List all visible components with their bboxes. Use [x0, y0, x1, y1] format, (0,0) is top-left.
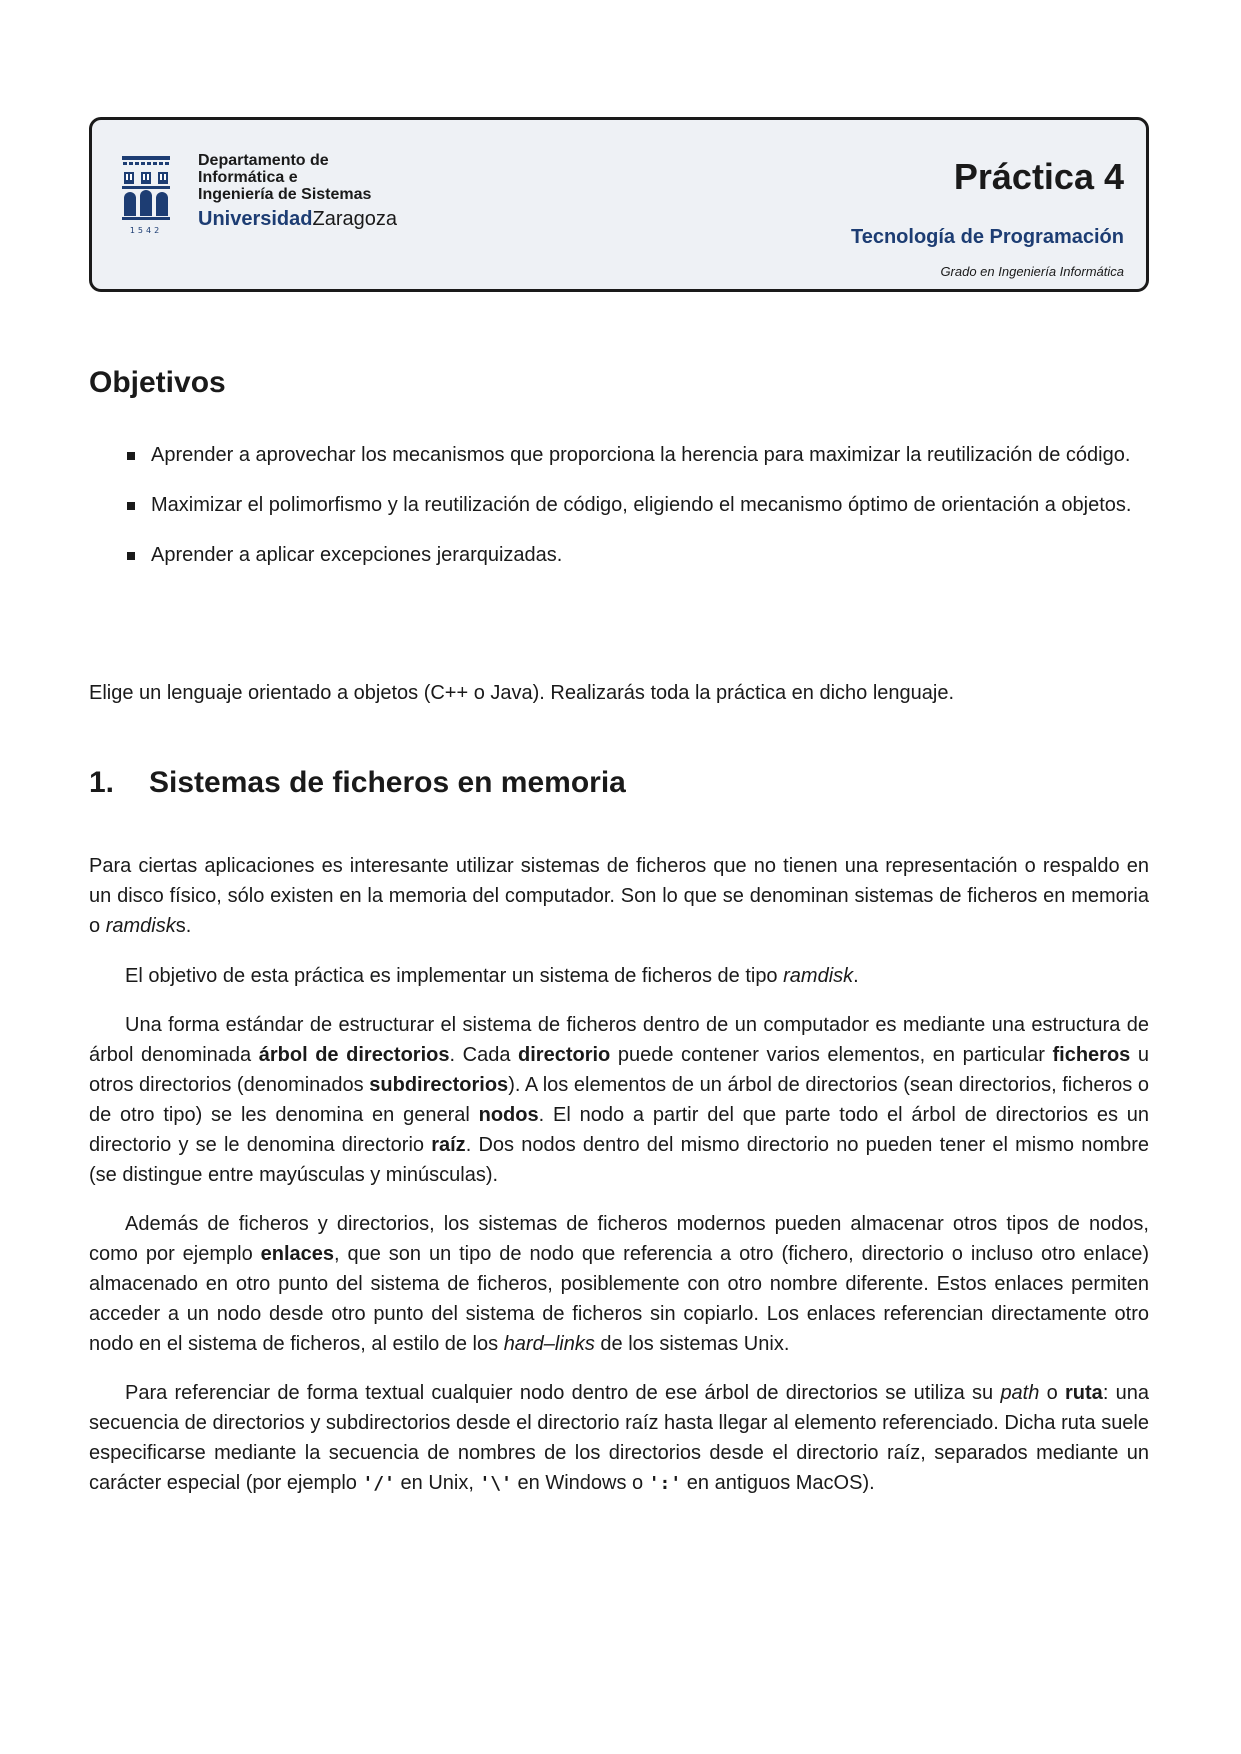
list-item: Maximizar el polimorfismo y la reutilización de código, eligiendo el mecanismo óptimo de orientación a objetos.	[89, 490, 1149, 520]
bullet-icon	[127, 502, 135, 510]
paragraph-links: Además de ficheros y directorios, los sistemas de ficheros modernos pueden almacenar otros tipos de nodos, como por ejemplo enlaces, que son un tipo de nodo que referencia a otro (fichero, directorio o incluso otro enlace) almacenado en otro punto del sistema de ficheros, posiblemente con otro nombre diferente. Estos enlaces permiten acceder a un nodo desde otro punto del sistema de ficheros sin copiarlo. Los enlaces referencian directamente otro nodo en el sistema de ficheros, al estilo de los hard–links de los sistemas Unix.	[89, 1213, 1149, 1355]
paragraph-path: Para referenciar de forma textual cualquier nodo dentro de ese árbol de directorios se utiliza su path o ruta: una secuencia de directorios y subdirectorios desde el directorio raíz hasta llegar al elemento referenciado. Dicha ruta suele especificarse mediante la secuencia de nombres de los directorios desde el directorio raíz, separados mediante un carácter especial (por ejemplo '/' en Unix, '\' en Windows o ':' en antiguos MacOS).	[89, 1382, 1149, 1494]
document-header	[89, 117, 1149, 292]
university-logo	[120, 154, 172, 236]
practica-title: Práctica 4	[953, 156, 1124, 197]
language-note: Elige un lenguaje orientado a objetos (C++ o Java). Realizarás toda la práctica en dicho lenguaje.	[89, 682, 954, 704]
objetivos-heading: Objetivos	[89, 366, 226, 399]
bullet-icon	[127, 552, 135, 560]
list-item: Aprender a aplicar excepciones jerarquizadas.	[89, 540, 1149, 570]
logo-year: 1542	[129, 226, 163, 235]
objetivos-list	[89, 440, 1149, 590]
section-heading: 1. Sistemas de ficheros en memoria	[89, 766, 626, 799]
degree-name: Grado en Ingeniería Informática	[940, 264, 1124, 279]
bullet-icon	[127, 452, 135, 460]
university-name: UniversidadZaragoza	[198, 208, 397, 230]
list-item: Aprender a aprovechar los mecanismos que proporciona la herencia para maximizar la reutilización de código.	[89, 440, 1149, 470]
paragraph-intro: Para ciertas aplicaciones es interesante utilizar sistemas de ficheros que no tienen una representación o respaldo en un disco físico, sólo existen en la memoria del computador. Son lo que se denominan sistemas de ficheros en memoria o ramdisks.	[89, 855, 1149, 937]
paragraph-objective: El objetivo de esta práctica es implementar un sistema de ficheros de tipo ramdisk.	[125, 965, 859, 987]
department-name: Departamento de Informática e Ingeniería de Sistemas	[198, 152, 372, 203]
paragraph-tree: Una forma estándar de estructurar el sistema de ficheros dentro de un computador es mediante una estructura de árbol denominada árbol de directorios. Cada directorio puede contener varios elementos, en particular ficheros u otros directorios (denominados subdirectorios). A los elementos de un árbol de directorios (sean directorios, ficheros o de otro tipo) se les denomina en general nodos. El nodo a partir del que parte todo el árbol de directorios es un directorio y se le denomina directorio raíz. Dos nodos dentro del mismo directorio no pueden tener el mismo nombre (se distingue entre mayúsculas y minúsculas).	[89, 1014, 1150, 1186]
course-name: Tecnología de Programación	[850, 226, 1124, 248]
